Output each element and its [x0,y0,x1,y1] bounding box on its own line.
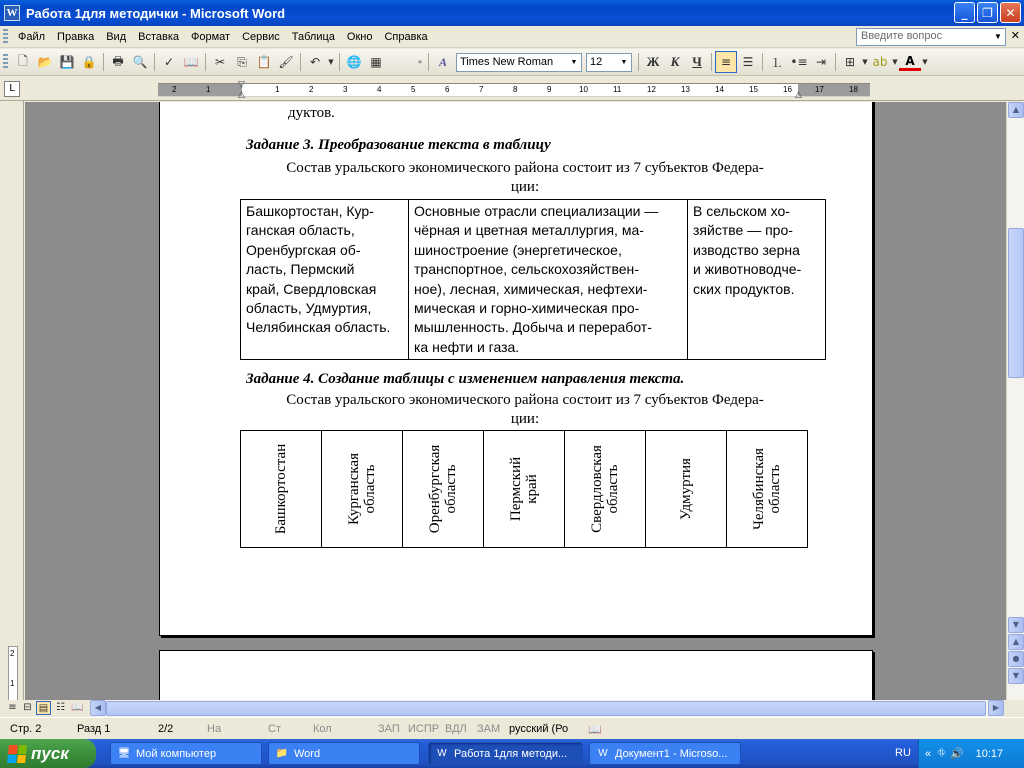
cell-line: мышленность. Добыча и переработ- [414,319,652,336]
menu-insert[interactable]: Вставка [138,30,180,43]
cell-line: Башкортостан, Кур- [246,203,374,219]
horizontal-ruler[interactable] [158,80,870,100]
ruler-tick: 2 [172,85,177,94]
page-2[interactable] [159,650,873,700]
cell-line: край, Свердловская [246,280,377,297]
chevron-down-icon[interactable]: ▼ [570,58,578,66]
cell-line: ное), лесная, химическая, нефтехи- [414,280,648,297]
computer-icon: 🖥 [117,747,131,759]
print-layout-view-icon[interactable]: ▤ [36,701,51,715]
toolbar-grip[interactable] [3,54,8,70]
taskbar-item-label: Мой компьютер [136,747,217,760]
menu-bar [0,26,1024,48]
table-cell[interactable] [484,431,565,548]
paragraph-text [220,159,830,197]
paragraph-text [220,391,830,429]
separator [205,53,206,71]
page-1[interactable] [159,102,873,636]
folder-icon: 📁 [275,747,289,759]
ruler-tick: 3 [343,85,348,94]
separator [762,53,763,71]
new-document-icon[interactable]: 🗋 [18,53,28,68]
toolbar [0,49,1024,76]
menu-view[interactable]: Вид [106,30,127,43]
cell-line: зяйстве — про- [693,222,793,239]
safely-remove-icon[interactable]: ⛗ [937,747,946,759]
font-name-value: Times New Roman [460,55,554,68]
status-line[interactable]: Ст [268,723,281,735]
text-line: ции: [510,411,540,427]
word-doc-icon: W [598,747,608,759]
vertical-ruler-tick: 2 [10,649,15,658]
menu-table[interactable]: Таблица [291,30,335,43]
cell-line: Оренбургская [427,444,443,534]
highlight-dropdown-icon[interactable]: ▼ [892,58,898,66]
menu-help[interactable]: Справка [384,30,428,43]
menu-format[interactable]: Формат [191,30,231,43]
font-color-icon[interactable]: A [899,53,921,71]
system-tray [918,739,1024,768]
undo-dropdown-icon[interactable]: ▼ [328,58,334,66]
reading-view-icon[interactable]: 📖 [71,702,84,713]
toolbar-options-icon[interactable]: » [417,58,423,66]
status-record-macro[interactable]: ЗАП [378,723,400,735]
table-row [241,200,826,360]
cell-line: ласть, Пермский [246,261,355,278]
windows-logo-icon [7,745,27,763]
vertical-cell-text [273,444,289,534]
vertical-scroll-thumb[interactable] [1008,228,1024,378]
table-cell[interactable] [322,431,403,548]
copy-icon[interactable]: ⎘ [237,54,247,69]
tab-selector-icon[interactable]: L [4,81,20,97]
status-at[interactable]: На [207,723,222,735]
separator [835,53,836,71]
scroll-right-icon[interactable]: ▶ [988,700,1004,716]
ruler-left-margin [158,84,242,96]
restore-button[interactable]: ❐ [977,2,998,23]
ruler-row [0,77,1024,101]
cell-line: край [524,474,540,504]
table-cell[interactable] [403,431,484,548]
horizontal-scroll-row [0,700,1024,717]
ruler-tick: 17 [815,85,824,94]
ask-question-input[interactable] [856,28,1006,46]
styles-icon[interactable]: A [438,54,447,69]
text-line: Состав уральского экономического района состоит из 7 субъектов Федера- [286,160,764,176]
language-indicator[interactable]: RU [895,747,911,759]
clock[interactable]: 10:17 [975,747,1004,760]
cell-line: Основные отрасли специализации — [414,203,659,219]
start-button[interactable] [0,739,96,768]
separator [103,53,104,71]
status-column[interactable]: Кол [313,723,332,735]
chevron-down-icon[interactable]: ▼ [994,32,1002,41]
web-view-icon[interactable]: ⊟ [23,702,32,713]
word-doc-icon: W [437,747,447,759]
align-left-icon[interactable]: ≡ [715,51,737,73]
cell-line: область [767,464,783,514]
separator [339,53,340,71]
cell-line: В сельском хо- [693,203,790,219]
cell-line: шиностроение (энергетическое, [414,241,622,258]
hyperlink-icon[interactable]: 🌐 [346,55,362,69]
taskbar-item-document1[interactable] [589,742,741,765]
taskbar [0,739,1024,768]
spelling-icon[interactable]: ✓ [163,55,175,69]
ask-question-placeholder: Введите вопрос [861,30,943,42]
status-page-count[interactable]: 2/2 [158,723,174,735]
taskbar-item-label: Работа 1для методи... [454,747,568,760]
undo-icon[interactable]: ↶ [309,55,321,69]
previous-page-icon[interactable]: ▲ [1008,634,1024,650]
table-cell[interactable] [565,431,646,548]
title-bar [0,0,1024,26]
cell-line: область [605,464,621,514]
bold-button[interactable]: Ж [646,54,660,69]
ruler-tick: 16 [783,85,792,94]
ruler-tick: 10 [579,85,588,94]
taskbar-item-active-document[interactable] [428,742,583,765]
status-section[interactable]: Разд 1 [77,723,111,735]
ruler-tick: 1 [275,85,280,94]
window-title: Работа 1для методички - Microsoft Word [26,5,286,21]
ruler-tick: 1 [206,85,211,94]
cell-line: область [443,464,459,514]
vertical-text-table[interactable] [240,430,808,548]
font-size-select[interactable] [586,53,632,72]
volume-icon[interactable]: 🔊 [949,748,964,760]
spelling-status-icon[interactable]: 📖 [588,724,602,736]
vertical-ruler[interactable] [0,101,24,701]
separator [154,53,155,71]
close-button[interactable]: ✕ [1000,2,1021,23]
left-indent-icon[interactable]: △ [238,90,245,100]
ruler-tick: 4 [377,85,382,94]
first-line-indent-icon[interactable]: ▽ [238,80,245,90]
menu-window[interactable]: Окно [346,30,373,43]
cell-line: область [362,464,378,514]
paragraph-text: дуктов. [288,105,335,121]
ruler-tick: 5 [411,85,416,94]
scroll-left-icon[interactable]: ◀ [90,700,106,716]
vertical-cell-text [346,453,378,525]
vertical-cell-text [508,457,540,521]
table-cell[interactable] [241,200,409,360]
save-icon[interactable]: 💾 [59,55,75,69]
window-controls [954,2,1021,23]
vertical-cell-text [589,445,621,533]
separator [638,53,639,71]
borders-icon[interactable]: ⊞ [844,55,856,69]
status-extend[interactable]: ВДЛ [445,723,467,735]
start-label: пуск [31,743,69,763]
browse-object-icon[interactable]: ● [1008,651,1024,667]
text-line: ции: [510,179,540,195]
font-name-select[interactable] [456,53,582,72]
menu-tools[interactable]: Сервис [242,30,280,43]
text-line: Состав уральского экономического района состоит из 7 субъектов Федера- [286,392,764,408]
borders-dropdown-icon[interactable]: ▼ [862,58,868,66]
menu-file[interactable]: Файл [18,30,46,43]
word-app-icon[interactable]: W [4,5,20,21]
regions-table[interactable] [240,199,826,360]
ruler-tick: 14 [715,85,724,94]
ruler-right-margin [798,84,870,96]
cell-line: Курганская [346,453,362,525]
cell-line: изводство зерна [693,241,800,258]
minimize-button[interactable]: _ [954,2,975,23]
italic-button[interactable]: К [670,54,680,69]
ruler-tick: 9 [547,85,552,94]
scroll-down-icon[interactable]: ▼ [1008,617,1024,633]
cell-line: и животноводче- [693,261,802,278]
status-overtype[interactable]: ЗАМ [477,723,501,735]
table-cell[interactable] [727,431,808,548]
open-folder-icon[interactable]: 📂 [37,55,53,69]
task3-heading: Задание 3. Преобразование текста в таблицу [246,137,551,153]
horizontal-scroll-thumb[interactable] [106,701,986,716]
cell-line: область, Удмуртия, [246,300,372,317]
table-icon[interactable]: ▦ [370,55,382,69]
align-center-icon[interactable]: ☰ [742,55,754,69]
print-preview-icon[interactable]: 🔍 [132,55,148,69]
cell-line: ка нефти и газа. [414,338,520,355]
vertical-ruler-tick: 1 [10,679,15,688]
cell-line: чёрная и цветная металлургия, ма- [414,222,644,239]
outline-view-icon[interactable]: ☷ [56,702,65,713]
document-close-icon[interactable]: ✕ [1010,29,1020,42]
paste-icon[interactable]: 📋 [256,55,272,69]
indent-icon[interactable]: ⇥ [815,55,827,69]
status-page[interactable]: Стр. 2 [10,723,42,735]
separator [428,53,429,71]
cell-line: Челябинская область. [246,319,391,336]
right-indent-icon[interactable]: △ [795,90,802,100]
cell-line: Удмуртия [678,458,694,520]
cell-line: Свердловская [589,445,605,533]
bullets-icon[interactable]: •≡ [790,55,808,69]
separator [300,53,301,71]
numbering-icon[interactable]: ⒈ [770,55,783,70]
cell-line: Челябинская [751,448,767,530]
ruler-tick: 12 [647,85,656,94]
ruler-tick: 18 [849,85,858,94]
ruler-tick: 6 [445,85,450,94]
scroll-up-icon[interactable]: ▲ [1008,102,1024,118]
table-cell[interactable] [688,200,826,360]
cell-line: Башкортостан [273,443,289,535]
table-cell[interactable] [409,200,688,360]
table-cell[interactable] [646,431,727,548]
tray-expand-icon[interactable]: « [925,747,932,760]
ruler-tick: 8 [513,85,518,94]
status-track-changes[interactable]: ИСПР [408,723,440,735]
taskbar-item-label: Word [294,747,321,760]
status-bar [0,717,1024,739]
vertical-cell-text [751,448,783,530]
taskbar-item-label: Документ1 - Microso... [615,747,728,760]
cell-line: Оренбургская об- [246,241,361,258]
normal-view-icon[interactable]: ≡ [8,702,17,713]
print-icon[interactable]: 🖶 [112,53,124,68]
vertical-cell-text [678,458,694,520]
next-page-icon[interactable]: ▼ [1008,668,1024,684]
permission-icon[interactable]: 🔒 [81,55,97,69]
cell-line: транспортное, сельскохозяйствен- [414,261,639,278]
highlight-icon[interactable]: ab [872,55,888,69]
taskbar-item-word-folder[interactable] [268,742,420,765]
format-painter-icon[interactable]: 🖌 [278,55,294,69]
chevron-down-icon[interactable]: ▼ [620,58,628,66]
table-cell[interactable] [241,431,322,548]
cell-line: мическая и горно-химическая про- [414,300,640,317]
cell-line: Пермский [508,456,524,522]
menu-edit[interactable]: Правка [57,30,95,43]
status-language[interactable]: русский (Ро [509,723,569,735]
ruler-tick: 7 [479,85,484,94]
taskbar-item-my-computer[interactable] [110,742,262,765]
menu-grip[interactable] [3,29,8,45]
table-row [241,431,808,548]
vertical-scrollbar[interactable] [1006,102,1024,700]
ruler-tick: 13 [681,85,690,94]
cell-line: ганская область, [246,222,355,239]
document-area[interactable] [25,102,1006,700]
cell-line: ских продуктов. [693,280,795,297]
task4-heading: Задание 4. Создание таблицы с изменением направления текста. [246,371,685,387]
cut-icon[interactable]: ✂ [214,55,226,69]
vertical-cell-text [427,445,459,534]
underline-button[interactable]: Ч [692,54,702,69]
separator [711,53,712,71]
research-icon[interactable]: 📖 [183,55,199,69]
ruler-tick: 15 [749,85,758,94]
font-size-value: 12 [590,55,603,68]
ruler-tick: 11 [613,85,622,94]
ruler-tick: 2 [309,85,314,94]
font-color-dropdown-icon[interactable]: ▼ [922,58,928,66]
horizontal-scrollbar[interactable] [90,700,1004,717]
